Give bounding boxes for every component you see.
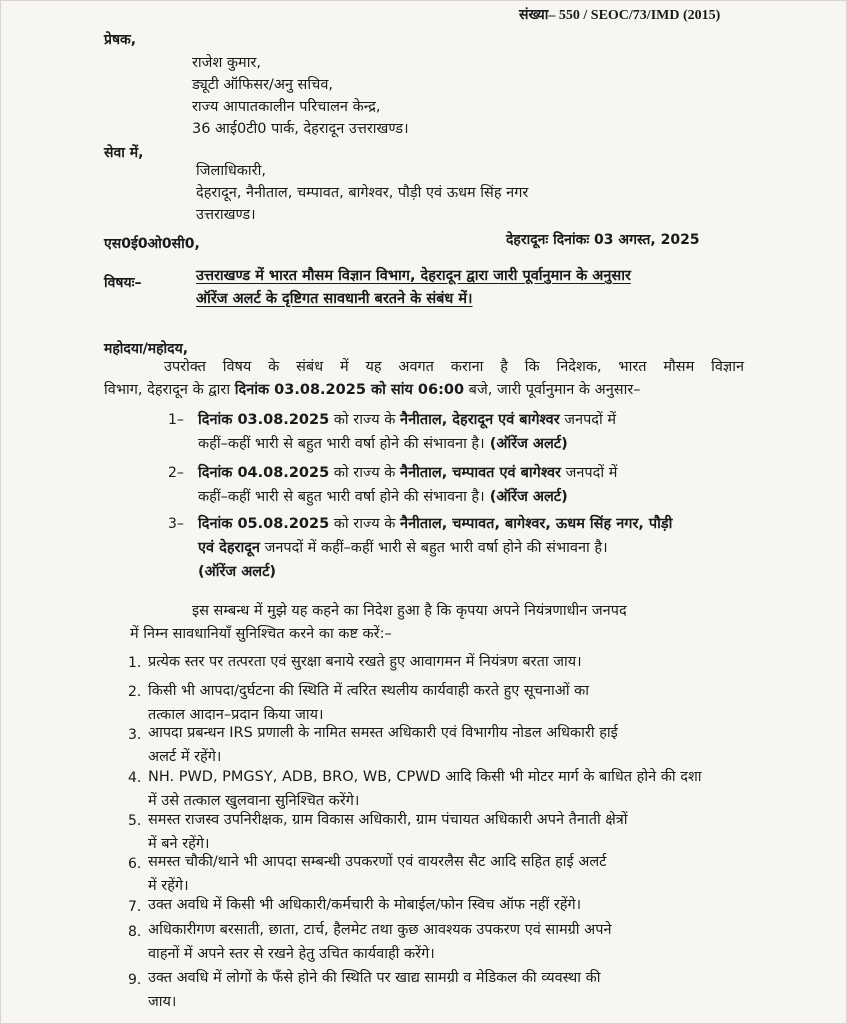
precaution-number: 9. <box>128 972 142 988</box>
orange-alert-tag: (ऑरेंज अलर्ट) <box>484 436 568 452</box>
recipient-title: जिलाधिकारी, <box>196 163 266 179</box>
precaution-text: अधिकारीगण बरसाती, छाता, टार्च, हैलमेट तथा कुछ आवश्यक उपकरण एवं सामग्री अपने <box>148 922 612 938</box>
precaution-number: 5. <box>128 813 142 829</box>
forecast-number: 2– <box>168 465 184 481</box>
precaution-item <box>148 650 582 674</box>
subject-text <box>196 265 631 311</box>
forecast-text: को राज्य के <box>329 412 401 428</box>
orange-alert-tag: (ऑरेंज अलर्ट) <box>198 564 277 580</box>
recipient-districts: देहरादून, नैनीताल, चम्पावत, बागेश्वर, पौड़ी एवं ऊधम सिंह नगर <box>196 185 529 201</box>
intro-date-time: दिनांक 03.08.2025 को सांय 06:00 <box>234 382 465 398</box>
precaution-item <box>148 850 607 898</box>
sender-label: प्रेषक, <box>104 32 137 48</box>
forecast-text: जनपदों में <box>560 465 618 481</box>
precaution-text: अलर्ट में रहेंगे। <box>148 749 222 765</box>
direction-line-2: में निम्न सावधानियाँ सुनिश्चित करने का कष्ट करें:– <box>130 626 392 642</box>
precaution-item <box>148 721 618 769</box>
precaution-text: तत्काल आदान–प्रदान किया जाय। <box>148 707 324 723</box>
precaution-number: 7. <box>128 899 142 915</box>
precaution-number: 4. <box>128 770 142 786</box>
forecast-districts: एवं देहरादून <box>198 540 260 556</box>
intro-text-c: बजे, जारी पूर्वानुमान के अनुसार– <box>464 382 641 398</box>
salutation: महोदया/महोदय, <box>104 341 189 357</box>
precaution-text: में उसे तत्काल खुलवाना सुनिश्चित करेंगे। <box>148 793 360 809</box>
forecast-item <box>198 512 672 584</box>
precaution-text: NH. PWD, PMGSY, ADB, BRO, WB, CPWD आदि किसी भी मोटर मार्ग के बाधित होने की दशा <box>148 769 702 785</box>
precaution-number: 1. <box>128 655 142 671</box>
forecast-date: दिनांक 05.08.2025 <box>198 516 330 532</box>
reference-number: संख्या– 550 / SEOC/73/IMD (2015) <box>519 8 721 23</box>
subject-label: विषयः– <box>104 275 142 291</box>
letter-date: देहरादूनः दिनांकः 03 अगस्त, 2025 <box>506 232 700 248</box>
subject-line-1: उत्तराखण्ड में भारत मौसम विज्ञान विभाग, देहरादून द्वारा जारी पूर्वानुमान के अनुसार <box>196 268 631 284</box>
forecast-text: कहीं–कहीं भारी से बहुत भारी वर्षा होने की संभावना है। <box>198 489 485 505</box>
precaution-item <box>148 966 601 1014</box>
precaution-text: उक्त अवधि में लोगों के फँसे होने की स्थिति पर खाद्य सामग्री व मेडिकल की व्यवस्था की <box>148 970 601 986</box>
sender-name: राजेश कुमार, <box>192 55 262 71</box>
forecast-text: कहीं–कहीं भारी से बहुत भारी वर्षा होने की संभावना है। <box>198 436 485 452</box>
precaution-number: 3. <box>128 727 142 743</box>
subject-line-2: ऑरेंज अलर्ट के दृष्टिगत सावधानी बरतने के संबंध में। <box>196 291 473 307</box>
precaution-text: प्रत्येक स्तर पर तत्परता एवं सुरक्षा बनाये रखते हुए आवागमन में नियंत्रण बरता जाय। <box>148 654 582 670</box>
precaution-text: जाय। <box>148 994 177 1010</box>
precaution-text: में रहेंगे। <box>148 878 189 894</box>
intro-text-a: विभाग, देहरादून के द्वारा <box>104 382 235 398</box>
precaution-number: 8. <box>128 924 142 940</box>
office-code: एस0ई0ओ0सी0, <box>104 236 200 252</box>
precaution-text: उक्त अवधि में किसी भी अधिकारी/कर्मचारी के मोबाईल/फोन स्विच ऑफ नहीं रहेंगे। <box>148 897 582 913</box>
precaution-text: किसी भी आपदा/दुर्घटना की स्थिति में त्वरित स्थलीय कार्यवाही करते हुए सूचनाओं का <box>148 683 590 699</box>
forecast-item <box>198 408 616 456</box>
orange-alert-tag: (ऑरेंज अलर्ट) <box>484 489 568 505</box>
forecast-number: 3– <box>168 516 184 532</box>
sender-office: राज्य आपातकालीन परिचालन केन्द्र, <box>192 99 381 115</box>
precaution-text: आपदा प्रबन्धन IRS प्रणाली के नामित समस्त अधिकारी एवं विभागीय नोडल अधिकारी हाई <box>148 725 618 741</box>
intro-line-1: उपरोक्त विषय के संबंध में यह अवगत कराना है कि निदेशक, भारत मौसम विज्ञान <box>164 359 744 375</box>
forecast-text: जनपदों में <box>559 412 617 428</box>
precaution-text: समस्त चौकी/थाने भी आपदा सम्बन्धी उपकरणों एवं वायरलैस सैट आदि सहित हाई अलर्ट <box>148 854 607 870</box>
precaution-item <box>148 918 612 966</box>
forecast-districts: नैनीताल, चम्पावत एवं बागेश्वर <box>400 465 561 481</box>
precaution-number: 6. <box>128 856 142 872</box>
precaution-item <box>148 808 628 856</box>
forecast-item <box>198 461 617 509</box>
forecast-text: को राज्य के <box>329 516 401 532</box>
forecast-date: दिनांक 04.08.2025 <box>198 465 330 481</box>
forecast-text: को राज्य के <box>329 465 401 481</box>
precaution-text: समस्त राजस्व उपनिरीक्षक, ग्राम विकास अधिकारी, ग्राम पंचायत अधिकारी अपने तैनाती क्षेत्रों <box>148 812 628 828</box>
recipient-label: सेवा में, <box>104 145 144 161</box>
forecast-number: 1– <box>168 412 184 428</box>
sender-address: 36 आई0टी0 पार्क, देहरादून उत्तराखण्ड। <box>192 121 409 137</box>
precaution-item <box>148 765 702 813</box>
forecast-text: जनपदों में कहीं–कहीं भारी से बहुत भारी वर्षा होने की संभावना है। <box>259 540 608 556</box>
forecast-districts: नैनीताल, देहरादून एवं बागेश्वर <box>400 412 560 428</box>
forecast-date: दिनांक 03.08.2025 <box>198 412 330 428</box>
precaution-text: में बने रहेंगे। <box>148 836 210 852</box>
precaution-item <box>148 679 589 727</box>
sender-designation: ड्यूटी ऑफिसर/अनु सचिव, <box>192 77 333 93</box>
precaution-item <box>148 893 581 917</box>
forecast-districts: नैनीताल, चम्पावत, बागेश्वर, ऊधम सिंह नगर, पौड़ी <box>400 516 673 532</box>
recipient-state: उत्तराखण्ड। <box>196 207 256 223</box>
direction-line-1: इस सम्बन्ध में मुझे यह कहने का निदेश हुआ है कि कृपया अपने नियंत्रणाधीन जनपद <box>192 603 627 619</box>
precaution-number: 2. <box>128 684 142 700</box>
intro-line-2 <box>104 379 641 399</box>
precaution-text: वाहनों में अपने स्तर से रखने हेतु उचित कार्यवाही करेंगे। <box>148 946 435 962</box>
